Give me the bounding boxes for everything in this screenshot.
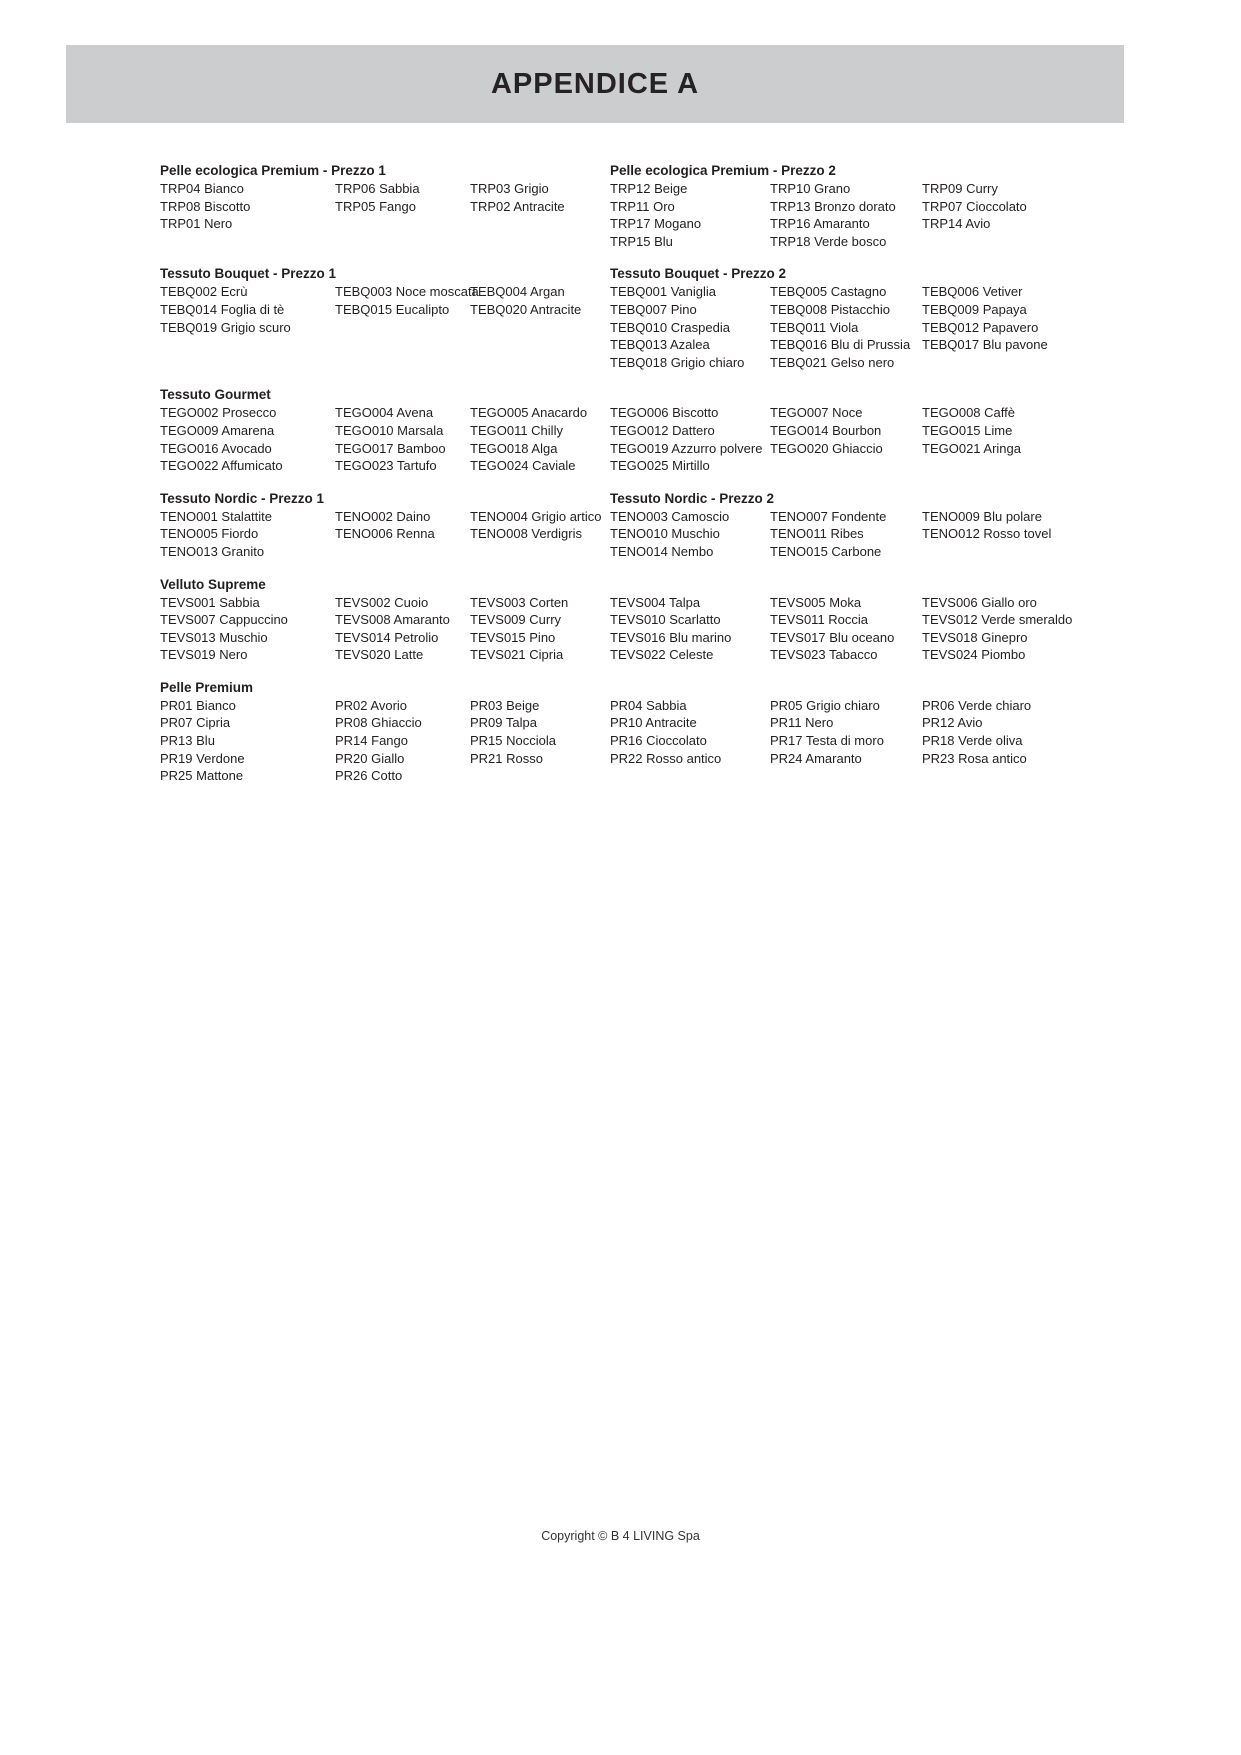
- color-entry: TEGO008 Caffè: [922, 405, 1015, 421]
- color-entry: TENO006 Renna: [335, 526, 435, 542]
- color-entry: PR18 Verde oliva: [922, 733, 1023, 749]
- color-entry: TEBQ019 Grigio scuro: [160, 319, 291, 335]
- color-entry: TEVS003 Corten: [470, 594, 569, 610]
- empty-cell: [770, 767, 922, 785]
- color-section: [160, 679, 1095, 785]
- empty-cell: [335, 215, 470, 233]
- color-entry: PR14 Fango: [335, 733, 408, 749]
- color-entry: TEVS021 Cipria: [470, 647, 564, 663]
- color-entry: TENO010 Muschio: [610, 526, 720, 542]
- color-entry: TEGO012 Dattero: [610, 422, 715, 438]
- color-entry: TEGO024 Caviale: [470, 458, 576, 474]
- color-entry: TRP16 Amaranto: [770, 216, 870, 232]
- empty-cell: [335, 543, 470, 561]
- color-entry: PR15 Nocciola: [470, 733, 556, 749]
- color-entry: TEGO023 Tartufo: [335, 458, 437, 474]
- color-entry: TEBQ008 Pistacchio: [770, 301, 890, 317]
- color-entry: TEGO016 Avocado: [160, 440, 272, 456]
- color-section: [160, 386, 1095, 474]
- section-title: Pelle ecologica Premium - Prezzo 2: [610, 163, 836, 178]
- color-entry: TENO009 Blu polare: [922, 508, 1042, 524]
- color-section: [160, 265, 610, 336]
- color-entry: PR20 Giallo: [335, 750, 405, 766]
- empty-cell: [922, 543, 1095, 561]
- color-entry: PR26 Cotto: [335, 768, 403, 784]
- color-entry: PR01 Bianco: [160, 697, 236, 713]
- color-entry: TEBQ004 Argan: [470, 284, 565, 300]
- color-entry: TRP15 Blu: [610, 233, 673, 249]
- section-band: [160, 490, 1095, 561]
- color-entry: TEGO006 Biscotto: [610, 405, 719, 421]
- color-entry: PR06 Verde chiaro: [922, 697, 1032, 713]
- color-grid: [160, 594, 1095, 664]
- color-section: [610, 265, 1095, 371]
- color-grid: [160, 508, 610, 561]
- color-entry: TENO014 Nembo: [610, 543, 714, 559]
- color-entry: TRP17 Mogano: [610, 216, 702, 232]
- color-entry: PR16 Cioccolato: [610, 733, 707, 749]
- color-entry: TENO001 Stalattite: [160, 508, 272, 524]
- color-grid: [610, 508, 1095, 561]
- color-entry: TEBQ005 Castagno: [770, 284, 887, 300]
- title-banner: [66, 45, 1124, 123]
- color-entry: TENO013 Granito: [160, 543, 265, 559]
- color-grid: [610, 283, 1095, 371]
- color-entry: PR08 Ghiaccio: [335, 715, 422, 731]
- color-entry: TEGO011 Chilly: [470, 422, 563, 438]
- color-entry: PR21 Rosso: [470, 750, 543, 766]
- color-entry: TEVS015 Pino: [470, 629, 556, 645]
- color-entry: PR17 Testa di moro: [770, 733, 884, 749]
- color-entry: TEVS001 Sabbia: [160, 594, 260, 610]
- color-section: [610, 162, 1095, 250]
- page-title: APPENDICE A: [490, 67, 700, 100]
- color-entry: TEBQ006 Vetiver: [922, 284, 1023, 300]
- color-entry: PR24 Amaranto: [770, 750, 862, 766]
- color-entry: PR19 Verdone: [160, 750, 245, 766]
- color-entry: TEGO018 Alga: [470, 440, 558, 456]
- color-entry: TEVS024 Piombo: [922, 647, 1026, 663]
- color-grid: [160, 697, 1095, 785]
- color-entry: TEGO007 Noce: [770, 405, 863, 421]
- color-entry: TEGO017 Bamboo: [335, 440, 446, 456]
- section-band: [160, 265, 1095, 371]
- color-entry: PR22 Rosso antico: [610, 750, 722, 766]
- color-entry: TRP07 Cioccolato: [922, 198, 1027, 214]
- empty-cell: [610, 767, 770, 785]
- color-entry: TEBQ011 Viola: [770, 319, 859, 335]
- color-entry: TENO008 Verdigris: [470, 526, 582, 542]
- empty-cell: [922, 233, 1095, 251]
- color-entry: TEGO021 Aringa: [922, 440, 1021, 456]
- color-entry: PR04 Sabbia: [610, 697, 687, 713]
- footer-copyright: Copyright © B 4 LIVING Spa: [541, 1529, 700, 1543]
- empty-cell: [470, 767, 610, 785]
- color-entry: PR12 Avio: [922, 715, 983, 731]
- empty-cell: [335, 319, 470, 337]
- color-entry: PR13 Blu: [160, 733, 215, 749]
- color-entry: TEBQ009 Papaya: [922, 301, 1027, 317]
- color-section: [610, 490, 1095, 561]
- color-entry: TRP18 Verde bosco: [770, 233, 887, 249]
- empty-cell: [470, 543, 610, 561]
- section-title: Tessuto Gourmet: [160, 387, 271, 403]
- color-entry: TEVS023 Tabacco: [770, 647, 878, 663]
- color-entry: TRP08 Biscotto: [160, 198, 251, 214]
- color-entry: TEVS020 Latte: [335, 647, 424, 663]
- section-title: Tessuto Bouquet - Prezzo 1: [160, 266, 337, 282]
- color-entry: TEGO020 Ghiaccio: [770, 440, 883, 456]
- color-entry: TEGO025 Mirtillo: [610, 458, 710, 474]
- color-entry: TEVS002 Cuoio: [335, 594, 429, 610]
- color-entry: TEVS009 Curry: [470, 612, 562, 628]
- color-entry: TEBQ020 Antracite: [470, 301, 582, 317]
- color-entry: TEVS012 Verde smeraldo: [922, 612, 1073, 628]
- color-entry: PR11 Nero: [770, 715, 834, 731]
- color-entry: TRP04 Bianco: [160, 181, 244, 196]
- color-entry: TEVS006 Giallo oro: [922, 594, 1037, 610]
- empty-cell: [922, 354, 1095, 372]
- color-entry: TEGO014 Bourbon: [770, 422, 882, 438]
- color-entry: TRP03 Grigio: [470, 181, 549, 196]
- color-entry: TEGO005 Anacardo: [470, 405, 588, 421]
- color-section: [160, 490, 610, 561]
- color-entry: TEVS010 Scarlatto: [610, 612, 721, 628]
- color-entry: TEVS005 Moka: [770, 594, 862, 610]
- section-band: [160, 386, 1095, 474]
- section-title: Tessuto Bouquet - Prezzo 2: [610, 266, 787, 282]
- color-entry: TRP13 Bronzo dorato: [770, 198, 896, 214]
- color-entry: TEBQ015 Eucalipto: [335, 301, 450, 317]
- color-entry: TEBQ021 Gelso nero: [770, 354, 895, 370]
- color-entry: PR25 Mattone: [160, 768, 244, 784]
- color-entry: PR10 Antracite: [610, 715, 697, 731]
- color-entry: TENO004 Grigio artico: [470, 508, 602, 524]
- section-band: [160, 162, 1095, 250]
- color-entry: TEBQ003 Noce moscata: [335, 284, 479, 300]
- section-title: Velluto Supreme: [160, 576, 266, 592]
- section-title: Tessuto Nordic - Prezzo 2: [610, 490, 775, 506]
- color-entry: TEBQ010 Craspedia: [610, 319, 730, 335]
- color-grid: [160, 283, 610, 336]
- color-entry: TEVS018 Ginepro: [922, 629, 1028, 645]
- color-section: [160, 576, 1095, 664]
- section-title: Tessuto Nordic - Prezzo 1: [160, 490, 325, 506]
- color-entry: TEVS004 Talpa: [610, 594, 701, 610]
- empty-cell: [770, 457, 922, 475]
- color-entry: TRP05 Fango: [335, 198, 416, 214]
- color-entry: TEBQ007 Pino: [610, 301, 697, 317]
- color-entry: TEVS022 Celeste: [610, 647, 714, 663]
- color-section: [160, 162, 610, 233]
- color-entry: TEBQ013 Azalea: [610, 337, 710, 353]
- color-entry: TENO012 Rosso tovel: [922, 526, 1052, 542]
- color-entry: TRP02 Antracite: [470, 198, 565, 214]
- color-entry: TRP09 Curry: [922, 181, 998, 196]
- color-entry: TENO007 Fondente: [770, 508, 887, 524]
- color-entry: TENO011 Ribes: [770, 526, 864, 542]
- color-entry: TRP11 Oro: [610, 198, 675, 214]
- color-entry: PR02 Avorio: [335, 697, 408, 713]
- empty-cell: [922, 457, 1095, 475]
- color-entry: TEGO004 Avena: [335, 405, 434, 421]
- section-title: Pelle ecologica Premium - Prezzo 1: [160, 163, 386, 178]
- color-entry: TEVS017 Blu oceano: [770, 629, 895, 645]
- color-entry: TEBQ012 Papavero: [922, 319, 1039, 335]
- color-entry: TRP01 Nero: [160, 216, 233, 232]
- color-entry: TEVS013 Muschio: [160, 629, 268, 645]
- color-entry: TEVS007 Cappuccino: [160, 612, 288, 628]
- color-entry: TENO005 Fiordo: [160, 526, 259, 542]
- color-entry: TEVS014 Petrolio: [335, 629, 439, 645]
- color-entry: TEBQ014 Foglia di tè: [160, 301, 285, 317]
- color-entry: TEVS016 Blu marino: [610, 629, 732, 645]
- color-entry: TEBQ016 Blu di Prussia: [770, 337, 911, 353]
- section-title: Pelle Premium: [160, 679, 254, 695]
- color-entry: TENO015 Carbone: [770, 543, 882, 559]
- color-grid: [610, 180, 1095, 250]
- color-entry: TRP14 Avio: [922, 216, 991, 232]
- color-entry: TRP06 Sabbia: [335, 181, 420, 196]
- color-entry: TEVS019 Nero: [160, 647, 248, 663]
- empty-cell: [470, 215, 610, 233]
- color-entry: PR05 Grigio chiaro: [770, 697, 880, 713]
- color-entry: PR09 Talpa: [470, 715, 537, 731]
- color-entry: TENO003 Camoscio: [610, 508, 730, 524]
- color-entry: TEGO002 Prosecco: [160, 405, 277, 421]
- section-band: [160, 679, 1095, 785]
- color-entry: TRP10 Grano: [770, 181, 851, 196]
- color-grid: [160, 180, 610, 233]
- color-entry: TEGO009 Amarena: [160, 422, 275, 438]
- content: [160, 147, 1095, 785]
- color-entry: PR23 Rosa antico: [922, 750, 1027, 766]
- color-entry: TEVS011 Roccia: [770, 612, 869, 628]
- color-entry: PR07 Cipria: [160, 715, 231, 731]
- color-entry: TEBQ018 Grigio chiaro: [610, 354, 745, 370]
- empty-cell: [922, 767, 1095, 785]
- color-entry: TEBQ002 Ecrù: [160, 284, 248, 300]
- color-entry: PR03 Beige: [470, 697, 540, 713]
- color-entry: TEGO010 Marsala: [335, 422, 444, 438]
- color-entry: TEGO019 Azzurro polvere: [610, 440, 763, 456]
- color-entry: TEVS008 Amaranto: [335, 612, 450, 628]
- color-entry: TENO002 Daino: [335, 508, 431, 524]
- color-entry: TRP12 Beige: [610, 181, 688, 196]
- empty-cell: [470, 319, 610, 337]
- color-grid: [160, 404, 1095, 474]
- color-entry: TEBQ017 Blu pavone: [922, 337, 1048, 353]
- section-band: [160, 576, 1095, 664]
- color-entry: TEBQ001 Vaniglia: [610, 284, 716, 300]
- color-entry: TEGO015 Lime: [922, 422, 1013, 438]
- color-entry: TEGO022 Affumicato: [160, 458, 283, 474]
